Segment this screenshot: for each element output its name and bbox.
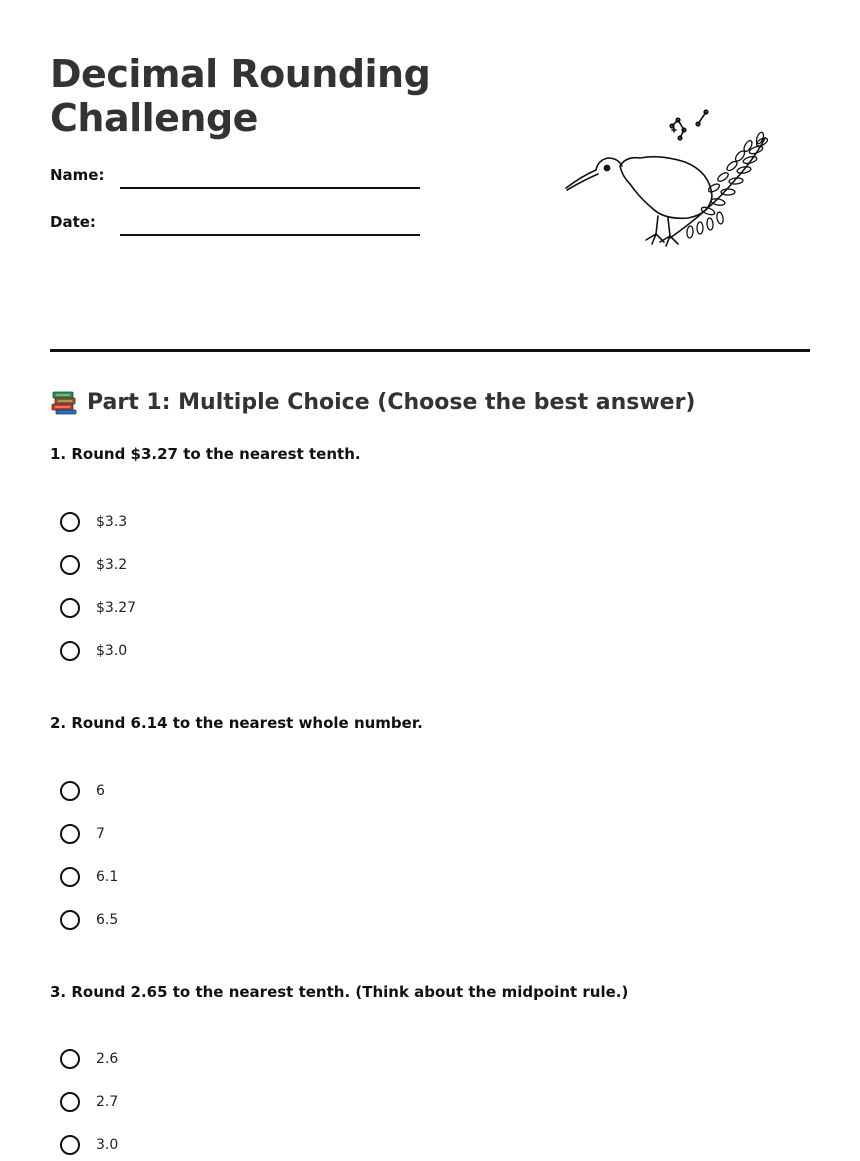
q2-option-d[interactable]	[60, 908, 118, 932]
q3-option-a[interactable]	[60, 1047, 118, 1071]
radio-button[interactable]	[60, 1092, 80, 1112]
option-label: 6.5	[96, 912, 119, 928]
radio-button[interactable]	[60, 781, 80, 801]
option-label: $3.27	[96, 600, 137, 616]
option-label: $3.0	[96, 643, 128, 659]
q1-option-d[interactable]	[60, 639, 127, 663]
radio-button[interactable]	[60, 555, 80, 575]
q1-option-a[interactable]	[60, 510, 127, 534]
kiwi-bird-illustration	[560, 100, 780, 255]
books-icon	[50, 388, 78, 416]
option-label: 6	[96, 783, 105, 799]
radio-button[interactable]	[60, 910, 80, 930]
name-field[interactable]	[120, 187, 420, 189]
option-label: 3.0	[96, 1137, 119, 1153]
radio-button[interactable]	[60, 641, 80, 661]
option-label: $3.3	[96, 514, 128, 530]
question-2: 2. Round 6.14 to the nearest whole number.	[50, 714, 423, 732]
name-label: Name:	[50, 166, 105, 184]
question-1: 1. Round $3.27 to the nearest tenth.	[50, 445, 361, 463]
question-3: 3. Round 2.65 to the nearest tenth. (Think about the midpoint rule.)	[50, 983, 629, 1001]
part1-heading-text: Part 1: Multiple Choice (Choose the best answer)	[87, 389, 696, 415]
radio-button[interactable]	[60, 824, 80, 844]
date-field[interactable]	[120, 234, 420, 236]
q2-option-c[interactable]	[60, 865, 118, 889]
q1-option-b[interactable]	[60, 553, 127, 577]
worksheet-title: Decimal Rounding Challenge	[50, 52, 431, 140]
date-label: Date:	[50, 213, 96, 231]
option-label: 2.7	[96, 1094, 119, 1110]
radio-button[interactable]	[60, 1135, 80, 1155]
option-label: 7	[96, 826, 105, 842]
q3-option-b[interactable]	[60, 1090, 118, 1114]
fern-icon	[670, 131, 769, 238]
part1-heading	[50, 388, 696, 416]
radio-button[interactable]	[60, 867, 80, 887]
radio-button[interactable]	[60, 512, 80, 532]
section-divider	[50, 349, 810, 352]
option-label: $3.2	[96, 557, 128, 573]
q2-option-b[interactable]	[60, 822, 105, 846]
q1-option-c[interactable]	[60, 596, 136, 620]
option-label: 2.6	[96, 1051, 119, 1067]
q3-option-c[interactable]	[60, 1133, 118, 1157]
option-label: 6.1	[96, 869, 119, 885]
kiwi-icon	[566, 157, 712, 246]
constellation-icon	[670, 110, 708, 140]
q2-option-a[interactable]	[60, 779, 105, 803]
radio-button[interactable]	[60, 1049, 80, 1069]
radio-button[interactable]	[60, 598, 80, 618]
